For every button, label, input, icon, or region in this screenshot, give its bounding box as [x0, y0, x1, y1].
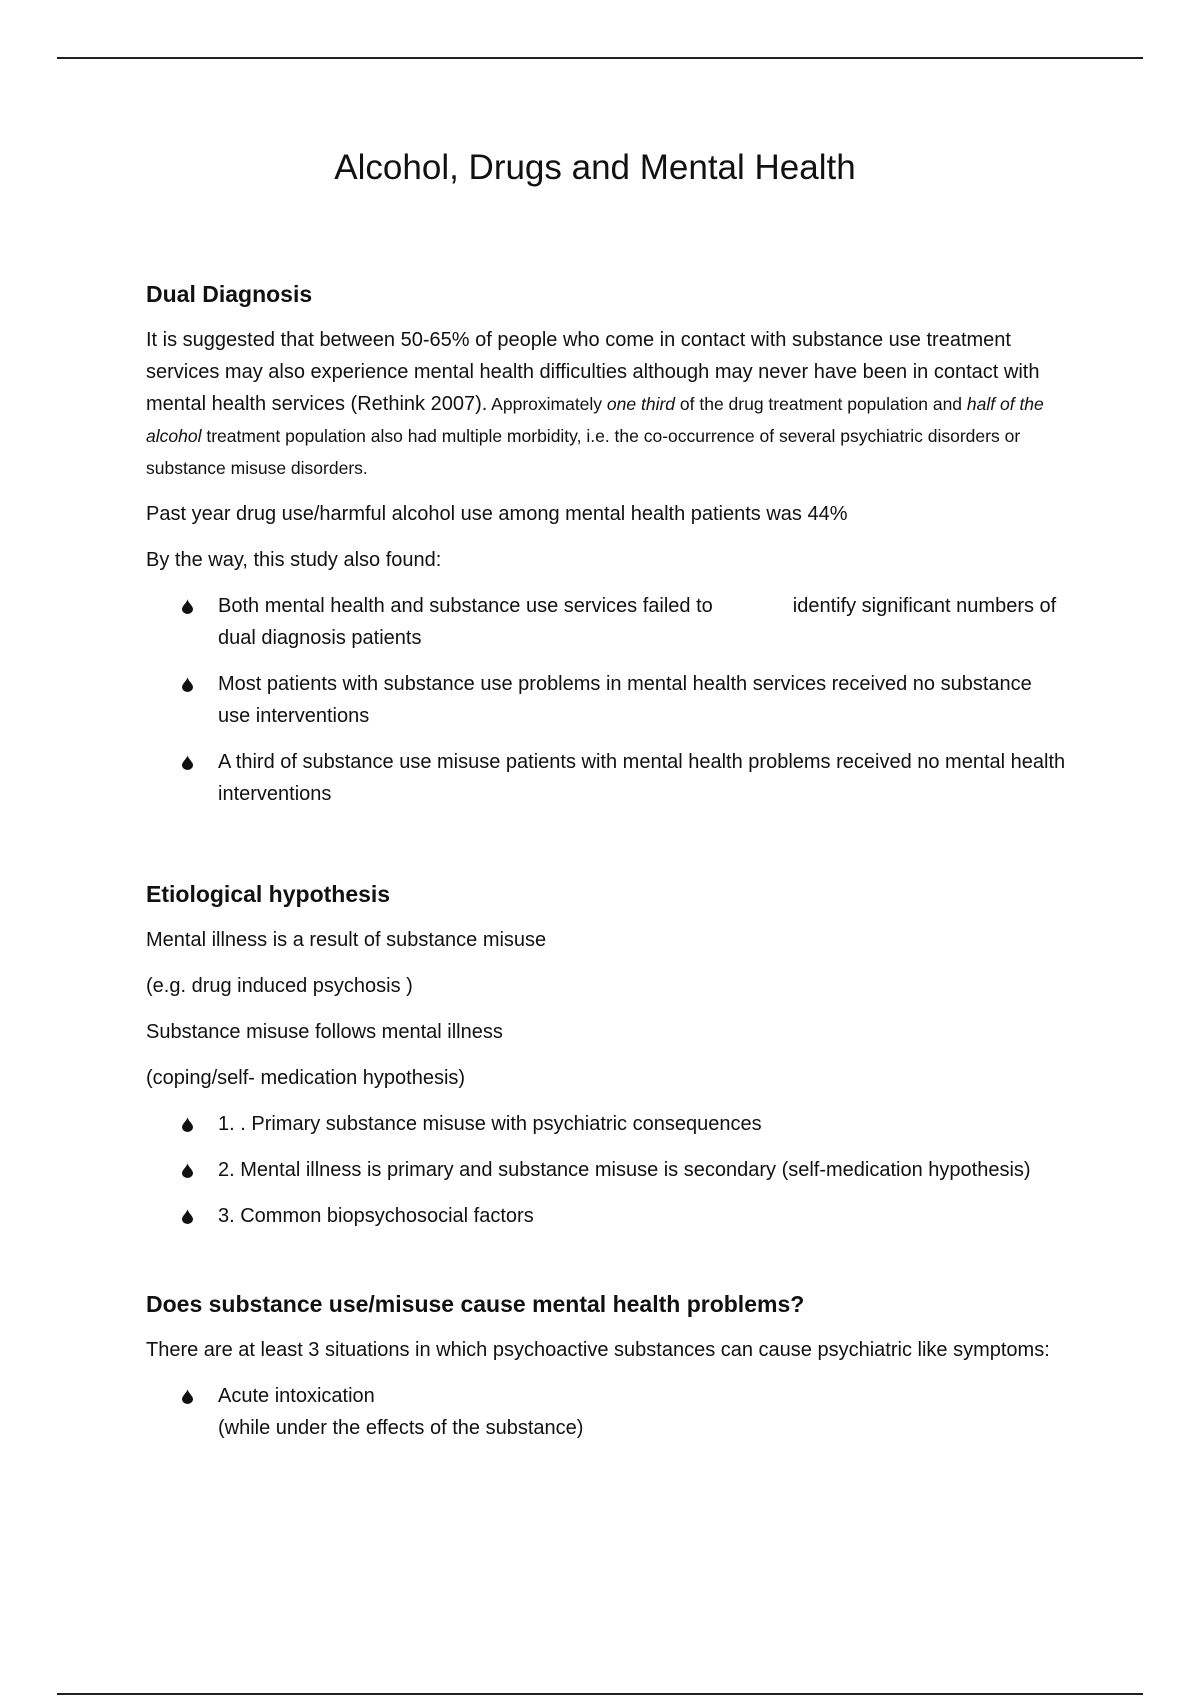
bullet3-text: A third of substance use misuse patients with mental health problems received no mental health interventions [218, 750, 1066, 805]
droplet-bullet-icon [182, 755, 193, 770]
section-heading-cause: Does substance use/misuse cause mental health problems? [146, 1290, 805, 1317]
droplet-bullet-icon [182, 1117, 193, 1132]
bullet2-text: Most patients with substance use problems in mental health services received no substance use interventions [218, 672, 1032, 727]
document-body [146, 280, 1066, 1458]
cause-bullet-1-line-1: Acute intoxication [218, 1384, 375, 1407]
etiological-line-2: (e.g. drug induced psychosis ) [146, 974, 413, 997]
section-heading-etiological: Etiological hypothesis [146, 880, 391, 907]
dual-diagnosis-paragraph-2: Past year drug use/harmful alcohol use among mental health patients was 44% [146, 502, 848, 525]
etiological-hypotheses-list [146, 1108, 1066, 1232]
bullet1-part-a: Both mental health and substance use services failed to [218, 594, 713, 617]
para1-s1: Approximately [487, 393, 607, 414]
section-etiological-hypothesis [146, 880, 1066, 1232]
para1-em1: one third [606, 393, 676, 414]
droplet-bullet-icon [182, 1209, 193, 1224]
dual-diagnosis-paragraph-3: By the way, this study also found: [146, 548, 442, 571]
list-item [218, 1380, 1066, 1444]
bottom-rule [57, 1693, 1143, 1695]
top-rule [57, 57, 1143, 59]
cause-intro: There are at least 3 situations in which psychoactive substances can cause psychiatric like symptoms: [146, 1338, 1050, 1361]
droplet-bullet-icon [182, 599, 193, 614]
para1-s2: of the drug treatment population and [675, 393, 967, 414]
list-item [218, 590, 1066, 654]
etiological-bullet-3: 3. Common biopsychosocial factors [218, 1204, 534, 1227]
cause-bullet-1-line-2: (while under the effects of the substance) [218, 1416, 584, 1439]
droplet-bullet-icon [182, 677, 193, 692]
list-item [218, 1108, 1066, 1140]
dual-diagnosis-findings-list [146, 590, 1066, 810]
cause-situations-list [146, 1380, 1066, 1444]
section-substance-cause [146, 1290, 1066, 1444]
page-title: Alcohol, Drugs and Mental Health [334, 148, 856, 187]
list-item [218, 1200, 1066, 1232]
para1-main: It is suggested that between 50-65% of people who come in contact with substance use treatment services may also experience mental health difficulties although may never have been in contact with mental health services (Rethink 2007). [146, 328, 1040, 415]
section-dual-diagnosis [146, 280, 1066, 810]
bullet1-part-b: identify significant numbers of dual diagnosis patients [218, 594, 1057, 649]
section-heading-dual-diagnosis: Dual Diagnosis [146, 281, 313, 307]
para1-em2: half of the alcohol [146, 393, 1044, 446]
etiological-line-3: Substance misuse follows mental illness [146, 1020, 503, 1043]
para1-s3: treatment population also had multiple morbidity, i.e. the co-occurrence of several psychiatric disorders or substance misuse disorders. [146, 425, 1021, 478]
droplet-bullet-icon [182, 1389, 193, 1404]
droplet-bullet-icon [182, 1163, 193, 1178]
list-item [218, 746, 1066, 810]
etiological-bullet-1: 1. . Primary substance misuse with psychiatric consequences [218, 1112, 762, 1135]
etiological-line-4: (coping/self- medication hypothesis) [146, 1066, 466, 1089]
etiological-bullet-2: 2. Mental illness is primary and substance misuse is secondary (self-medication hypothesis) [218, 1158, 1031, 1181]
dual-diagnosis-paragraph-1 [146, 324, 1066, 484]
list-item [218, 1154, 1066, 1186]
list-item [218, 668, 1066, 732]
etiological-line-1: Mental illness is a result of substance misuse [146, 928, 547, 951]
